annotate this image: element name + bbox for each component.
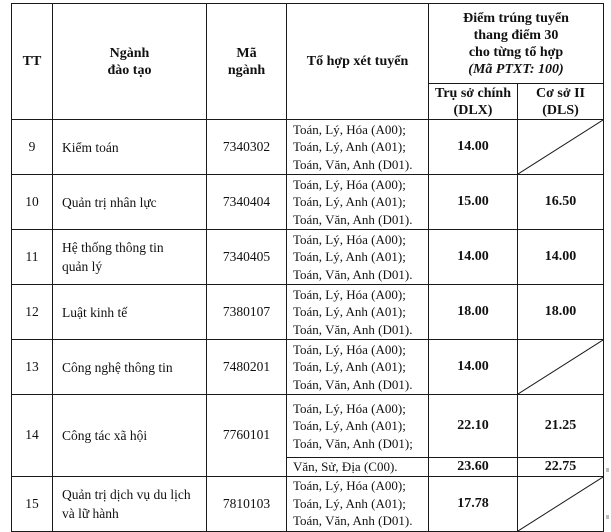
header-major-code-line1: Mã <box>236 45 257 61</box>
diagonal-slash-icon <box>518 477 603 531</box>
row-tt: 15 <box>12 476 53 531</box>
combination-item: Toán, Văn, Anh (D01). <box>293 321 413 337</box>
diagonal-slash-icon <box>518 120 603 174</box>
header-major-code <box>207 4 287 120</box>
combination-item: Toán, Lý, Anh (A01); <box>293 418 406 434</box>
combination-list <box>287 458 429 477</box>
major-code: 7340302 <box>207 120 287 175</box>
major-name-line: quản lý <box>62 259 103 274</box>
major-code: 7810103 <box>207 476 287 531</box>
row-tt: 11 <box>12 230 53 285</box>
major-name-line: Quản trị nhân lực <box>62 194 157 210</box>
diagonal-slash-icon <box>518 340 603 394</box>
header-score-group <box>429 4 604 84</box>
combination-item: Toán, Lý, Anh (A01); <box>293 194 406 210</box>
major-name-line: Luật kinh tế <box>62 304 128 320</box>
score-campus2: 16.50 <box>518 175 604 230</box>
header-major-name-line1: Ngành <box>109 45 150 61</box>
combination-list <box>287 476 429 531</box>
combination-item: Toán, Lý, Hóa (A00); <box>293 121 406 137</box>
table-row <box>12 230 604 285</box>
header-campus2 <box>518 84 604 120</box>
admission-score-table <box>11 3 604 532</box>
major-name <box>53 175 207 230</box>
header-score-line4: (Mã PTXT: 100) <box>468 61 564 77</box>
major-code: 7340404 <box>207 175 287 230</box>
table-row <box>12 120 604 175</box>
major-code: 7480201 <box>207 340 287 395</box>
score-main-campus: 22.10 <box>429 395 518 458</box>
score-main-campus: 14.00 <box>429 120 518 175</box>
combination-list <box>287 120 429 175</box>
score-campus2: 14.00 <box>518 230 604 285</box>
row-tt: 13 <box>12 340 53 395</box>
header-main-campus <box>429 84 518 120</box>
header-tt: TT <box>12 4 53 120</box>
major-code: 7380107 <box>207 285 287 340</box>
header-major-name <box>53 4 207 120</box>
score-main-campus: 15.00 <box>429 175 518 230</box>
major-code: 7760101 <box>207 395 287 477</box>
header-score-line3: cho từng tổ hợp <box>468 44 564 60</box>
combination-item: Toán, Văn, Anh (D01). <box>293 376 413 392</box>
header-campus2-line1: Cơ sở II <box>536 85 585 101</box>
major-name-line: Công tác xã hội <box>62 427 148 443</box>
table-row <box>12 285 604 340</box>
combination-item: Toán, Văn, Anh (D01). <box>293 211 413 227</box>
combination-list <box>287 395 429 458</box>
table-header <box>12 4 604 120</box>
score-campus2 <box>518 476 604 531</box>
combination-list <box>287 230 429 285</box>
header-score-line2: thang điểm 30 <box>473 27 559 43</box>
combination-item: Toán, Văn, Anh (D01); <box>293 435 413 451</box>
score-main-campus: 14.00 <box>429 230 518 285</box>
combination-item: Văn, Sử, Địa (C00). <box>293 459 398 474</box>
score-campus2: 22.75 <box>518 458 604 477</box>
table-row <box>12 395 604 458</box>
score-main-campus: 14.00 <box>429 340 518 395</box>
header-main-campus-line2: (DLX) <box>453 102 493 118</box>
combination-list <box>287 175 429 230</box>
score-campus2: 18.00 <box>518 285 604 340</box>
combination-item: Toán, Lý, Anh (A01); <box>293 304 406 320</box>
scan-artifact <box>606 515 609 519</box>
combination-item: Toán, Lý, Hóa (A00); <box>293 400 406 416</box>
combination-item: Toán, Lý, Anh (A01); <box>293 359 406 375</box>
row-tt: 10 <box>12 175 53 230</box>
score-campus2: 21.25 <box>518 395 604 458</box>
table-row <box>12 340 604 395</box>
major-name-line: và lữ hành <box>62 505 119 521</box>
score-main-campus: 18.00 <box>429 285 518 340</box>
major-name <box>53 120 207 175</box>
combination-list <box>287 340 429 395</box>
combination-item: Toán, Lý, Hóa (A00); <box>293 231 406 247</box>
header-score-line1: Điểm trúng tuyển <box>463 10 569 26</box>
major-name <box>53 395 207 477</box>
combination-item: Toán, Văn, Anh (D01). <box>293 156 413 172</box>
scan-artifact <box>606 468 609 472</box>
table-row <box>12 175 604 230</box>
major-name-line: Kiểm toán <box>62 139 119 155</box>
combination-item: Toán, Lý, Hóa (A00); <box>293 176 406 192</box>
table-row <box>12 476 604 531</box>
row-tt: 12 <box>12 285 53 340</box>
score-main-campus: 23.60 <box>429 458 518 477</box>
major-name <box>53 285 207 340</box>
combination-item: Toán, Lý, Hóa (A00); <box>293 478 406 494</box>
combination-item: Toán, Văn, Anh (D01). <box>293 266 413 282</box>
major-name-line: Hệ thống thông tin <box>62 240 164 255</box>
header-campus2-line2: (DLS) <box>542 102 579 118</box>
header-major-code-line2: ngành <box>227 62 266 78</box>
header-main-campus-line1: Trụ sở chính <box>435 85 511 101</box>
major-name-line: Quản trị dịch vụ du lịch <box>62 486 191 502</box>
combination-item: Toán, Lý, Anh (A01); <box>293 249 406 265</box>
major-name <box>53 476 207 531</box>
major-name <box>53 230 207 285</box>
combination-item: Toán, Văn, Anh (D01). <box>293 513 413 529</box>
major-code: 7340405 <box>207 230 287 285</box>
score-campus2 <box>518 120 604 175</box>
header-combinations: Tổ hợp xét tuyển <box>287 4 429 120</box>
combination-item: Toán, Lý, Hóa (A00); <box>293 286 406 302</box>
major-name <box>53 340 207 395</box>
major-name-line: Công nghệ thông tin <box>62 359 173 375</box>
row-tt: 9 <box>12 120 53 175</box>
combination-item: Toán, Lý, Hóa (A00); <box>293 341 406 357</box>
combination-item: Toán, Lý, Anh (A01); <box>293 495 406 511</box>
table-body <box>12 120 604 532</box>
score-campus2 <box>518 340 604 395</box>
combination-item: Toán, Lý, Anh (A01); <box>293 139 406 155</box>
row-tt: 14 <box>12 395 53 477</box>
header-major-name-line2: đào tạo <box>107 62 152 78</box>
combination-list <box>287 285 429 340</box>
score-main-campus: 17.78 <box>429 476 518 531</box>
